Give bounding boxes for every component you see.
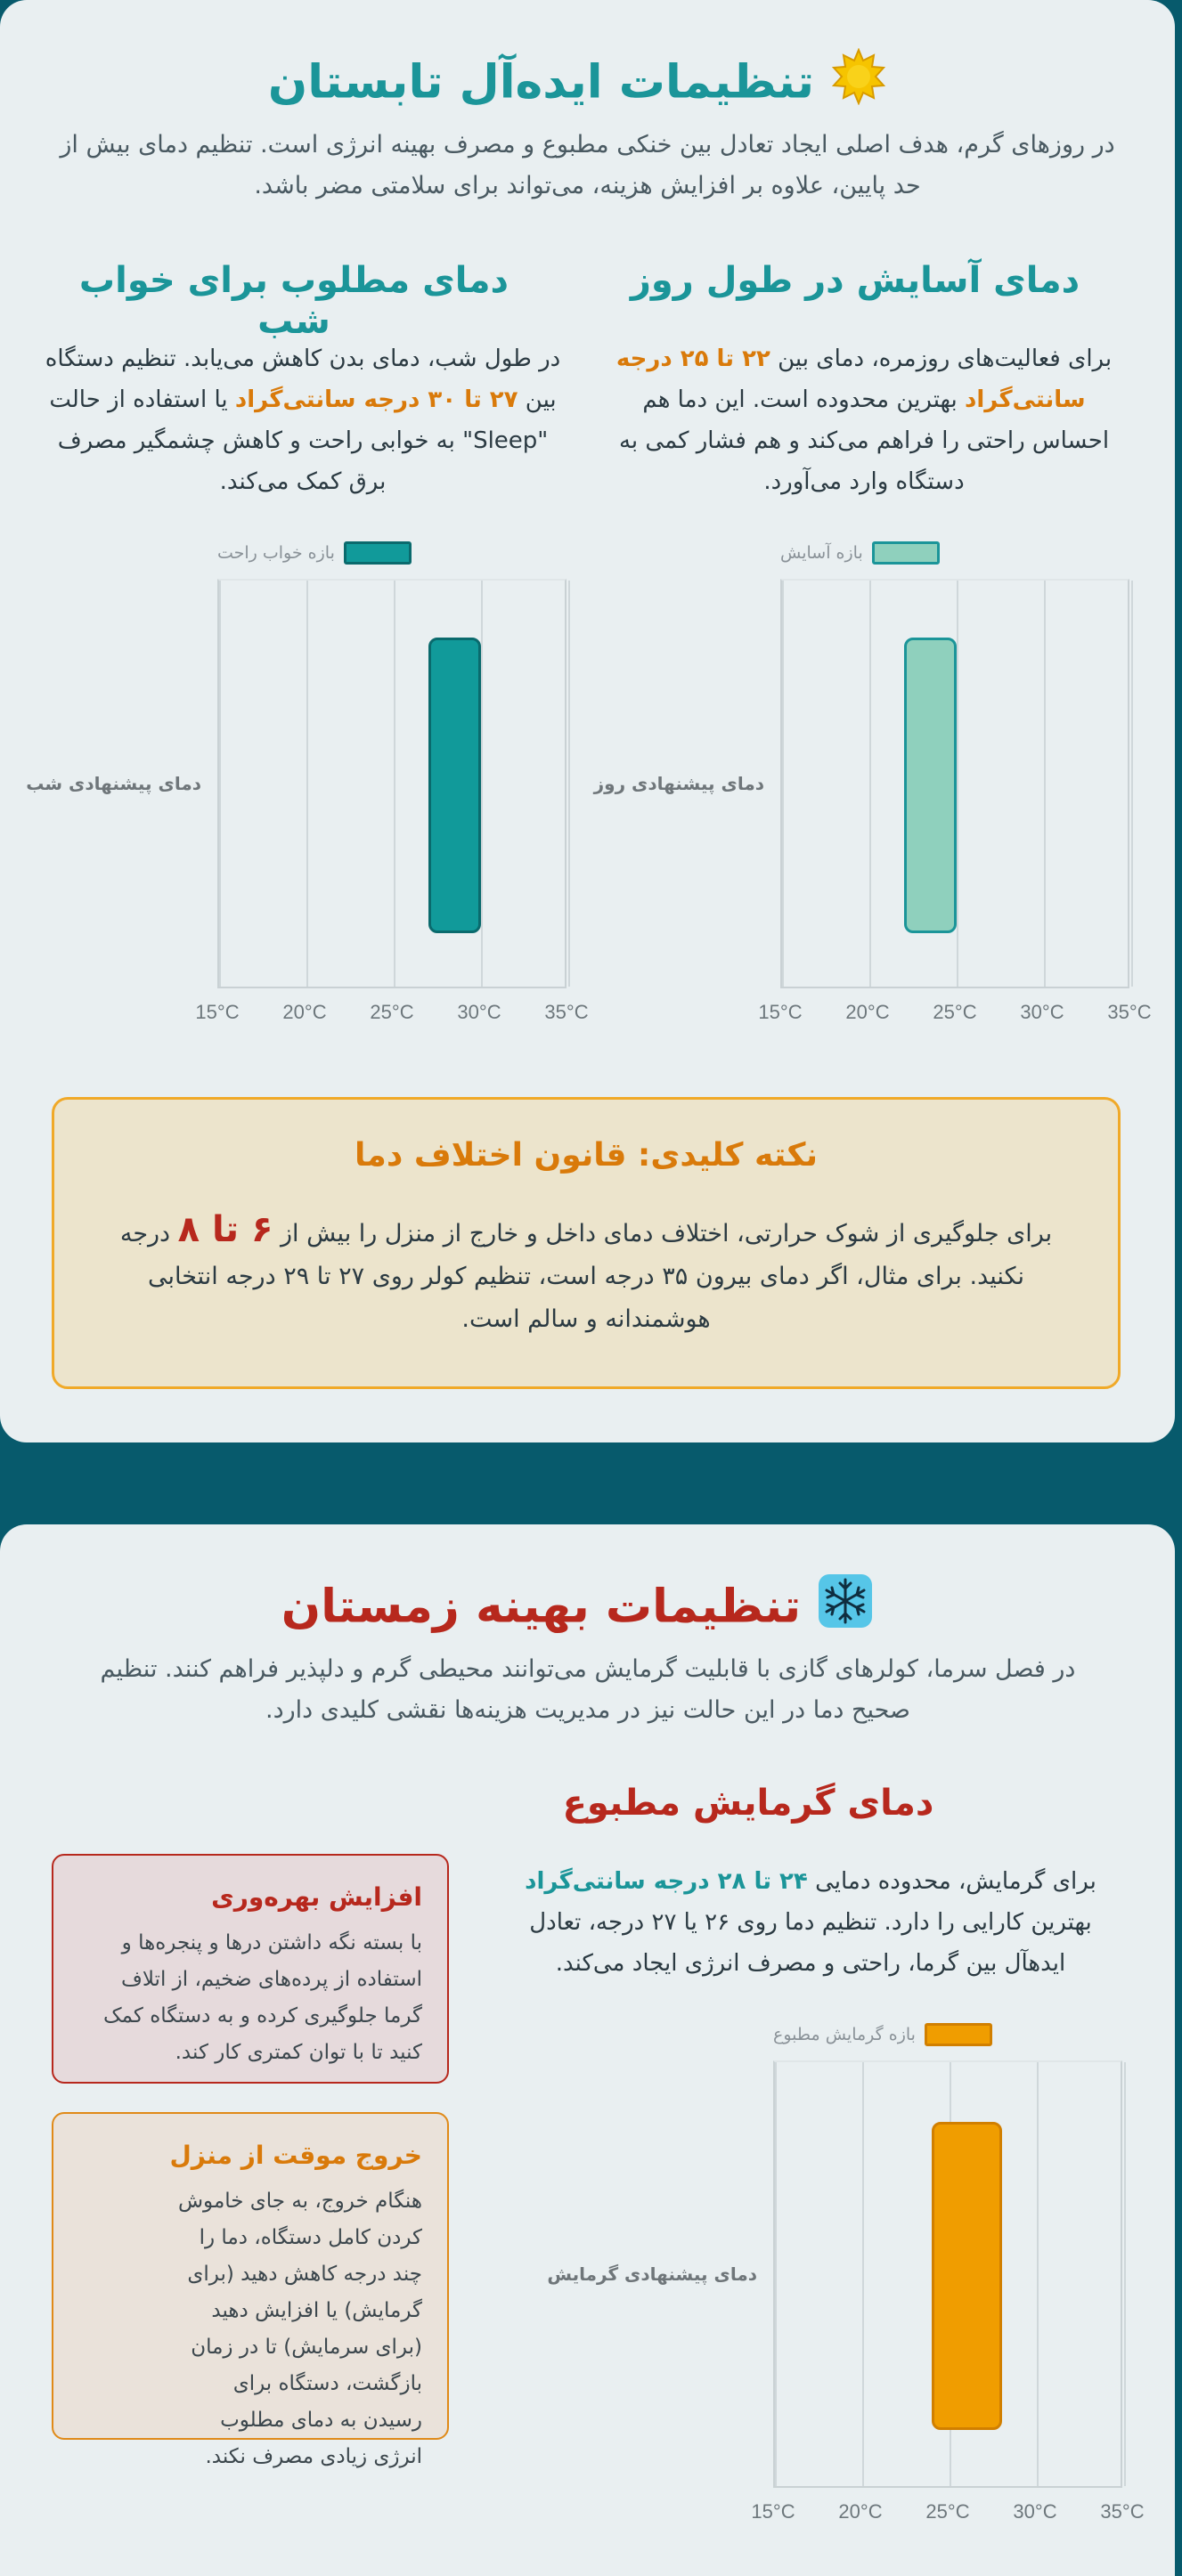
efficiency-tip-box xyxy=(52,1854,449,2084)
key-note-title: نکته کلیدی: قانون اختلاف دما xyxy=(355,1137,818,1174)
x-tick-label: 15°C xyxy=(758,1001,803,1023)
gridline xyxy=(568,581,570,987)
x-tick-label: 30°C xyxy=(1013,2500,1057,2523)
x-tick-label: 20°C xyxy=(282,1001,327,1023)
night-text-highlight: ۲۷ تا ۳۰ درجه سانتی‌گراد xyxy=(234,386,518,413)
gridline xyxy=(394,581,395,987)
day-text-pre: برای فعالیت‌های روزمره، دمای بین xyxy=(778,345,1113,372)
x-tick-label: 35°C xyxy=(1107,1001,1152,1023)
away-tip-text: هنگام خروج، به جای خاموش کردن کامل دستگاه، دما را چند درجه کاهش دهید (برای گرمایش) یا افزایش دهید (برای سرمایش) تا در زمان بازگشت، دستگاه برای رسیدن به دمای مطلوب انرژی زیادی مصرف نکند. xyxy=(177,2190,422,2468)
gridline xyxy=(862,2062,864,2486)
heat-text-pre: برای گرمایش، محدوده دمایی xyxy=(815,1868,1096,1895)
key-note-box xyxy=(52,1097,1121,1389)
legend-label: بازه خواب راحت xyxy=(217,543,335,563)
heat-text-highlight: ۲۴ تا ۲۸ درجه سانتی‌گراد xyxy=(525,1868,808,1895)
gridline xyxy=(782,581,784,987)
day-text-highlight: ۲۲ تا ۲۵ درجه سانتی‌گراد xyxy=(615,345,1086,413)
x-tick-label: 25°C xyxy=(925,2500,970,2523)
snowflake-icon xyxy=(817,1572,874,1641)
legend-label: بازه گرمایش مطبوع xyxy=(773,2025,916,2044)
gridline xyxy=(957,581,958,987)
chart-plot-area xyxy=(780,579,1129,988)
range-bar xyxy=(932,2122,1001,2430)
winter-title-text: تنظیمات بهینه زمستان xyxy=(281,1580,802,1634)
key-note-text xyxy=(117,1208,1056,1341)
day-comfort-title: دمای آسایش در طول روز xyxy=(630,260,1080,301)
x-tick-label: 35°C xyxy=(1100,2500,1145,2523)
winter-section xyxy=(0,1524,1175,2576)
gridline xyxy=(219,581,221,987)
legend-swatch xyxy=(925,2023,992,2046)
x-tick-label: 20°C xyxy=(845,1001,890,1023)
y-category-label: دمای پیشنهادی شب xyxy=(26,773,201,794)
heating-chart xyxy=(499,2016,1145,2532)
night-text-pre: در طول شب، دمای بدن کاهش می‌یابد. تنظیم دستگاه بین xyxy=(45,345,561,413)
legend-label: بازه آسایش xyxy=(780,543,863,563)
day-comfort-chart xyxy=(593,534,1152,1033)
x-tick-label: 30°C xyxy=(1020,1001,1064,1023)
y-category-label: دمای پیشنهادی روز xyxy=(593,773,764,794)
chart-plot-area xyxy=(217,579,567,988)
away-tip-title: خروج موقت از منزل xyxy=(169,2141,422,2170)
note-text-post: درجه نکنید. برای مثال، اگر دمای بیرون ۳۵ درجه است، تنظیم کولر روی ۲۷ تا ۲۹ درجه انتخابی هوشمندانه و سالم است. xyxy=(119,1220,1025,1333)
gridline xyxy=(481,581,483,987)
gridline xyxy=(1044,581,1046,987)
gridline xyxy=(775,2062,777,2486)
night-text-post: یا استفاده از حالت "Sleep" به خوابی راحت و کاهش چشمگیر مصرف برق کمک می‌کند. xyxy=(49,386,549,495)
summer-intro: در روزهای گرم، هدف اصلی ایجاد تعادل بین خنکی مطبوع و مصرف بهینه انرژی است. تنظیم دمای بیش از حد پایین، علاوه بر افزایش هزینه، می‌تواند برای سلامتی مضر باشد. xyxy=(60,131,1115,199)
note-text-pre: برای جلوگیری از شوک حرارتی، اختلاف دمای داخل و خارج از منزل را بیش از xyxy=(281,1220,1053,1247)
winter-intro: در فصل سرما، کولرهای گازی با قابلیت گرمایش می‌توانند محیطی گرم و دلپذیر فراهم کنند. تنظیم صحیح دما در این حالت نیز در مدیریت هزینه‌ها نقشی کلیدی دارد. xyxy=(100,1655,1076,1724)
y-category-label: دمای پیشنهادی گرمایش xyxy=(547,2263,757,2285)
x-tick-label: 25°C xyxy=(370,1001,414,1023)
day-text-post: بهترین محدوده است. این دما هم احساس راحتی را فراهم می‌کند و هم فشار کمی به دستگاه وارد می‌آورد. xyxy=(618,386,1110,495)
winter-title xyxy=(0,1572,1175,1641)
efficiency-tip-text: با بسته نگه داشتن درها و پنجره‌ها و استفاده از پرده‌های ضخیم، از اتلاف گرما جلوگیری کرده و به دستگاه کمک کنید تا با توان کمتری کار کند. xyxy=(103,1931,422,2064)
x-tick-label: 30°C xyxy=(457,1001,501,1023)
heat-text-post: بهترین کارایی را دارد. تنظیم دما روی ۲۶ یا ۲۷ درجه، تعادل ایدهآل بین گرما، راحتی و مصرف انرژی ایجاد می‌کند. xyxy=(529,1909,1092,1977)
x-tick-label: 35°C xyxy=(544,1001,589,1023)
sun-icon xyxy=(830,48,887,117)
x-tick-label: 20°C xyxy=(838,2500,883,2523)
x-tick-label: 15°C xyxy=(751,2500,795,2523)
chart-plot-area xyxy=(773,2060,1122,2488)
summer-title-text: تنظیمات ایده‌آل تابستان xyxy=(267,55,815,110)
gridline xyxy=(306,581,308,987)
summer-title xyxy=(0,48,1175,117)
legend-swatch xyxy=(872,541,940,565)
heating-title: دمای گرمایش مطبوع xyxy=(562,1783,934,1824)
heating-text xyxy=(499,1861,1122,1984)
note-text-big: ۶ تا ۸ xyxy=(177,1209,273,1250)
chart-legend xyxy=(780,541,940,565)
gridline xyxy=(1124,2062,1126,2486)
day-comfort-text xyxy=(615,338,1113,502)
x-tick-label: 15°C xyxy=(195,1001,240,1023)
gridline xyxy=(869,581,871,987)
night-sleep-title: دمای مطلوب برای خواب شب xyxy=(78,260,509,342)
range-bar xyxy=(428,638,481,932)
chart-legend xyxy=(773,2023,992,2046)
gridline xyxy=(1131,581,1133,987)
night-sleep-chart xyxy=(26,534,589,1033)
legend-swatch xyxy=(344,541,412,565)
x-tick-label: 25°C xyxy=(933,1001,977,1023)
night-sleep-text xyxy=(45,338,561,502)
chart-legend xyxy=(217,541,412,565)
efficiency-tip-title: افزایش بهره‌وری xyxy=(211,1882,422,1912)
range-bar xyxy=(904,638,957,932)
away-tip-box xyxy=(52,2112,449,2468)
gridline xyxy=(1037,2062,1039,2486)
